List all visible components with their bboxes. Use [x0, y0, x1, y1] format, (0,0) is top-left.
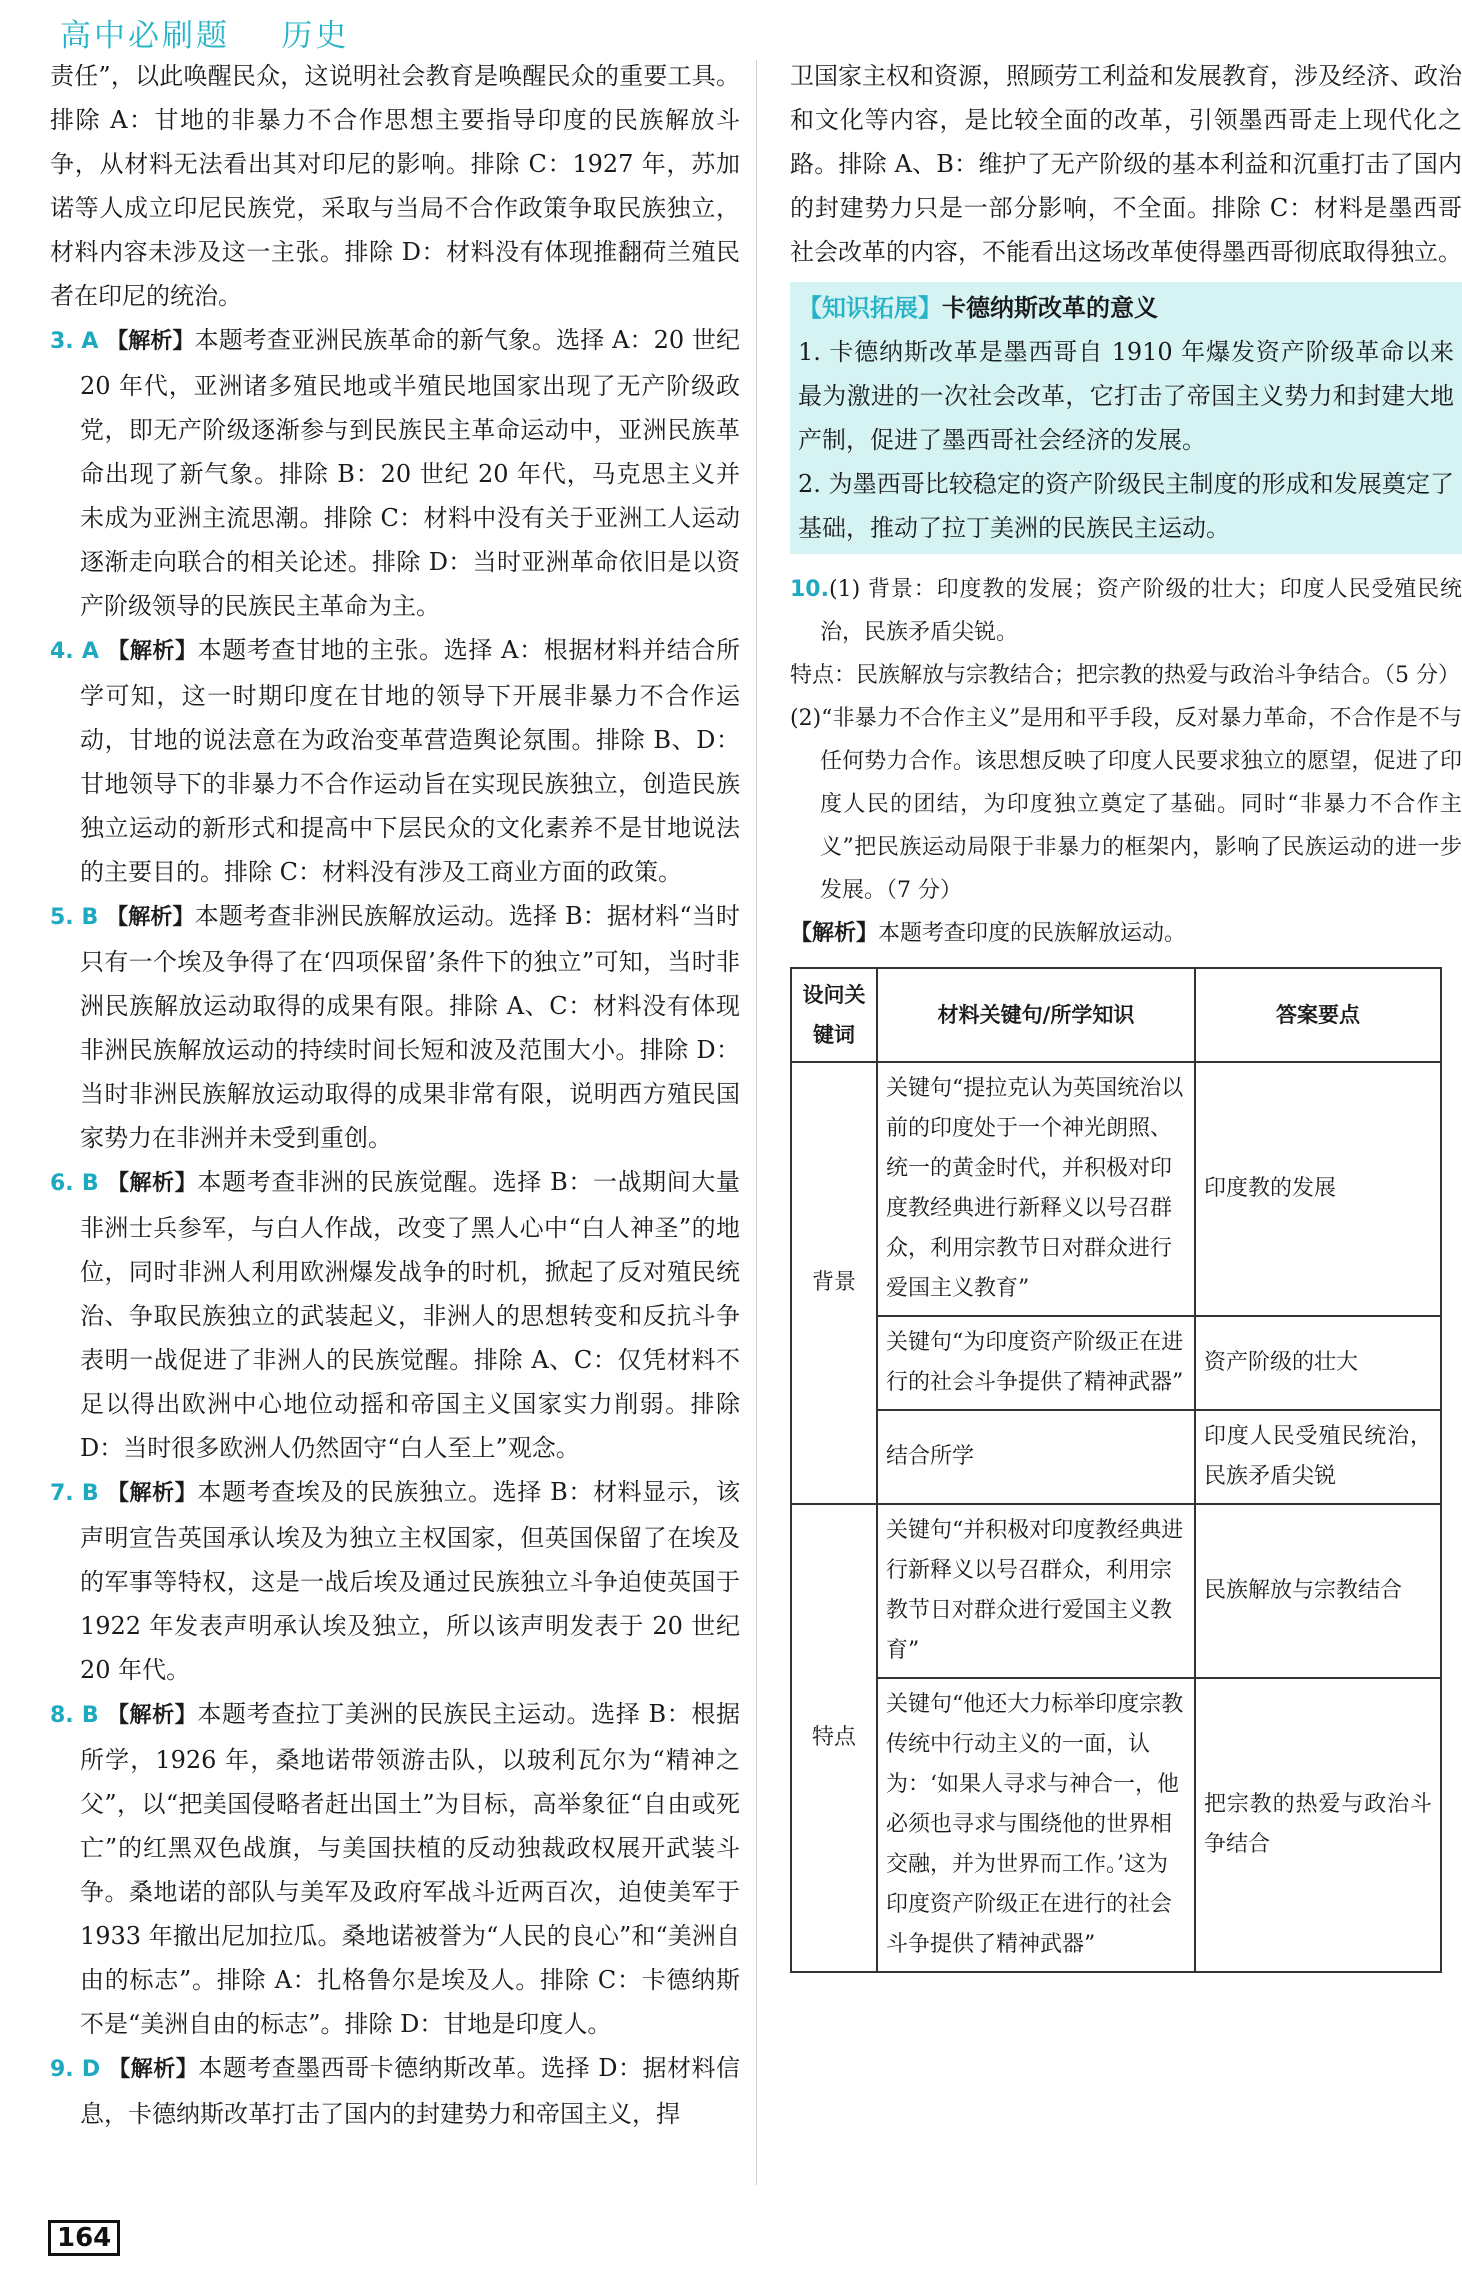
right-column — [790, 54, 1462, 1973]
table-header-cell: 答案要点 — [1195, 968, 1441, 1062]
table-header-row — [791, 968, 1441, 1062]
answer-number: 9. D — [50, 2057, 101, 2082]
analysis-tag: 【解析】 — [106, 329, 195, 354]
table-category-cell: 特点 — [791, 1504, 877, 1972]
q10-part1 — [790, 568, 1462, 654]
analysis-text: 本题考查印度的民族解放运动。 — [878, 921, 1187, 946]
table-answer-cell: 把宗教的热爱与政治斗争结合 — [1195, 1678, 1441, 1972]
left-column — [50, 54, 740, 2136]
answer-number: 8. B — [50, 1703, 99, 1728]
answer-item — [50, 1692, 740, 2046]
answer-text: 本题考查非洲民族解放运动。选择 B：据材料“当时只有一个埃及争得了在‘四项保留’条件下的独立”可知，当时非洲民族解放运动取得的成果有限。排除 A、C：材料没有体现非洲民族解放运动的持续时间长短和波及范围大小。排除 D：当时非洲民族解放运动取得的成果非常有限，说明西方殖民国家势力在非洲并未受到重创。 — [80, 902, 740, 1152]
page-header-title: 高中必刷题 历史 — [60, 18, 350, 54]
answer-item — [50, 318, 740, 628]
table-body — [791, 1062, 1441, 1972]
analysis-tag: 【解析】 — [790, 921, 879, 946]
answer-text: 本题考查拉丁美洲的民族民主运动。选择 B：根据所学，1926 年，桑地诺带领游击队，以玻利瓦尔为“精神之父”，以“把美国侵略者赶出国土”为目标，高举象征“自由或死亡”的红黑双色战旗，与美国扶植的反动独裁政权展开武装斗争。桑地诺的部队与美军及政府军战斗近两百次，迫使美军于 1933 年撤出尼加拉瓜。桑地诺被誉为“人民的良心”和“美洲自由的标志”。排除 A：扎格鲁尔是埃及人。排除 C：卡德纳斯不是“美洲自由的标志”。排除 D：甘地是印度人。 — [80, 1700, 740, 2038]
table-material-cell: 关键句“并积极对印度教经典进行新释义以号召群众，利用宗教节日对群众进行爱国主义教育” — [877, 1504, 1195, 1678]
answer-number: 6. B — [50, 1171, 99, 1196]
answer-continuation: 责任”，以此唤醒民众，这说明社会教育是唤醒民众的重要工具。排除 A：甘地的非暴力不合作思想主要指导印度的民族解放斗争，从材料无法看出其对印尼的影响。排除 C：1927 年，苏加诺等人成立印尼民族党，采取与当局不合作政策争取民族独立，材料内容未涉及这一主张。排除 D：材料没有体现推翻荷兰殖民者在印尼的统治。 — [50, 62, 740, 310]
answer-list — [50, 318, 740, 2136]
table-row — [791, 1410, 1441, 1504]
answer-item — [50, 628, 740, 894]
analysis-table — [790, 967, 1442, 1973]
analysis-tag: 【解析】 — [108, 2057, 199, 2082]
table-answer-cell: 民族解放与宗教结合 — [1195, 1504, 1441, 1678]
answer-number: 4. A — [50, 639, 99, 664]
table-material-cell: 关键句“他还大力标举印度宗教传统中行动主义的一面，认为：‘如果人寻求与神合一，他必须也寻求与围绕他的世界相交融，并为世界而工作。’这为印度资产阶级正在进行的社会斗争提供了精神武器” — [877, 1678, 1195, 1972]
table-answer-cell: 资产阶级的壮大 — [1195, 1316, 1441, 1410]
knowledge-extension-box — [790, 282, 1462, 554]
q10-part2: (2)“非暴力不合作主义”是用和平手段，反对暴力革命，不合作是不与任何势力合作。该思想反映了印度人民要求独立的愿望，促进了印度人民的团结，为印度独立奠定了基础。同时“非暴力不合作主义”把民族运动局限于非暴力的框架内，影响了民族运动的进一步发展。（7 分） — [790, 706, 1462, 903]
knowledge-box-tag: 【知识拓展】 — [798, 294, 942, 322]
answer-item — [50, 1470, 740, 1692]
question-10-answer — [790, 568, 1462, 955]
answer-text: 本题考查甘地的主张。选择 A：根据材料并结合所学可知，这一时期印度在甘地的领导下开展非暴力不合作运动，甘地的说法意在为政治变革营造舆论氛围。排除 B、D：甘地领导下的非暴力不合作运动旨在实现民族独立，创造民族独立运动的新形式和提高中下层民众的文化素养不是甘地说法的主要目的。排除 C：材料没有涉及工商业方面的政策。 — [80, 636, 740, 886]
knowledge-box-line: 2. 为墨西哥比较稳定的资产阶级民主制度的形成和发展奠定了基础，推动了拉丁美洲的民族民主运动。 — [798, 470, 1454, 542]
table-row — [791, 1678, 1441, 1972]
analysis-tag: 【解析】 — [106, 905, 195, 930]
table-row — [791, 1062, 1441, 1316]
q10-background: (1) 背景：印度教的发展；资产阶级的壮大；印度人民受殖民统治，民族矛盾尖锐。 — [820, 577, 1462, 645]
analysis-tag: 【解析】 — [106, 1481, 198, 1506]
answer-item — [50, 1160, 740, 1470]
analysis-tag: 【解析】 — [107, 639, 198, 664]
answer-number: 7. B — [50, 1481, 99, 1506]
table-header-cell: 材料关键句/所学知识 — [877, 968, 1195, 1062]
answer-item — [50, 894, 740, 1160]
knowledge-box-heading: 卡德纳斯改革的意义 — [942, 294, 1158, 322]
answer-text: 本题考查亚洲民族革命的新气象。选择 A：20 世纪 20 年代，亚洲诸多殖民地或半殖民地国家出现了无产阶级政党，即无产阶级逐渐参与到民族民主革命运动中，亚洲民族革命出现了新气象。排除 B：20 世纪 20 年代，马克思主义并未成为亚洲主流思潮。排除 C：材料中没有关于亚洲工人运动逐渐走向联合的相关论述。排除 D：当时亚洲革命依旧是以资产阶级领导的民族民主革命为主。 — [80, 326, 740, 620]
answer-9-continuation: 卫国家主权和资源，照顾劳工利益和发展教育，涉及经济、政治和文化等内容，是比较全面的改革，引领墨西哥走上现代化之路。排除 A、B：维护了无产阶级的基本利益和沉重打击了国内的封建势力只是一部分影响，不全面。排除 C：材料是墨西哥社会改革的内容，不能看出这场改革使得墨西哥彻底取得独立。 — [790, 62, 1462, 266]
table-answer-cell: 印度教的发展 — [1195, 1062, 1441, 1316]
page-number: 164 — [48, 2220, 120, 2256]
table-answer-cell: 印度人民受殖民统治，民族矛盾尖锐 — [1195, 1410, 1441, 1504]
q10-analysis — [790, 912, 1462, 955]
table-material-cell: 关键句“为印度资产阶级正在进行的社会斗争提供了精神武器” — [877, 1316, 1195, 1410]
answer-text: 本题考查墨西哥卡德纳斯改革。选择 D：据材料信息，卡德纳斯改革打击了国内的封建势力和帝国主义，捍 — [80, 2054, 740, 2128]
table-category-cell: 背景 — [791, 1062, 877, 1504]
answer-number: 3. A — [50, 329, 99, 354]
column-divider — [756, 60, 757, 2185]
answer-item — [50, 2046, 740, 2136]
table-row — [791, 1504, 1441, 1678]
answer-text: 本题考查埃及的民族独立。选择 B：材料显示，该声明宣告英国承认埃及为独立主权国家，但英国保留了在埃及的军事等特权，这是一战后埃及通过民族独立斗争迫使英国于 1922 年发表声明承认埃及独立，所以该声明发表于 20 世纪 20 年代。 — [80, 1478, 740, 1684]
knowledge-box-title — [798, 286, 1454, 330]
q10-features: 特点：民族解放与宗教结合；把宗教的热爱与政治斗争结合。（5 分） — [790, 663, 1460, 688]
knowledge-box-line: 1. 卡德纳斯改革是墨西哥自 1910 年爆发资产阶级革命以来最为激进的一次社会改革，它打击了帝国主义势力和封建大地产制，促进了墨西哥社会经济的发展。 — [798, 338, 1454, 454]
table-header-cell: 设问关键词 — [791, 968, 877, 1062]
answer-text: 本题考查非洲的民族觉醒。选择 B：一战期间大量非洲士兵参军，与白人作战，改变了黑人心中“白人神圣”的地位，同时非洲人利用欧洲爆发战争的时机，掀起了反对殖民统治、争取民族独立的武装起义，非洲人的思想转变和反抗斗争表明一战促进了非洲人的民族觉醒。排除 A、C：仅凭材料不足以得出欧洲中心地位动摇和帝国主义国家实力削弱。排除 D：当时很多欧洲人仍然固守“白人至上”观念。 — [80, 1168, 740, 1462]
analysis-tag: 【解析】 — [106, 1171, 198, 1196]
table-material-cell: 关键句“提拉克认为英国统治以前的印度处于一个神光朗照、统一的黄金时代，并积极对印度教经典进行新释义以号召群众，利用宗教节日对群众进行爱国主义教育” — [877, 1062, 1195, 1316]
table-row — [791, 1316, 1441, 1410]
analysis-tag: 【解析】 — [106, 1703, 198, 1728]
answer-number: 5. B — [50, 905, 99, 930]
q10-number: 10. — [790, 577, 829, 602]
table-material-cell: 结合所学 — [877, 1410, 1195, 1504]
